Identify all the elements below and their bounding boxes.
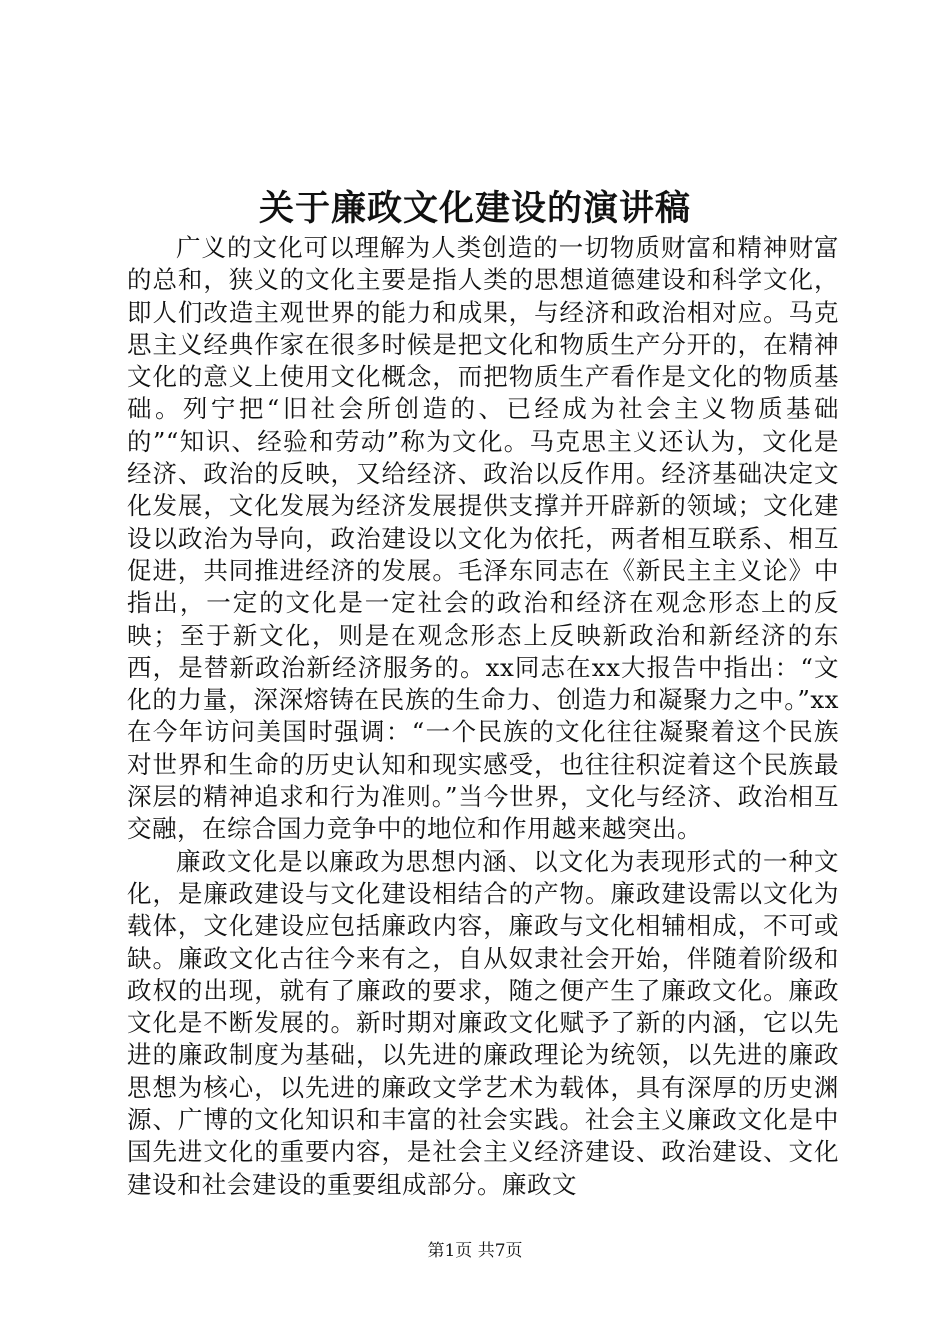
paragraph-1: 广义的文化可以理解为人类创造的一切物质财富和精神财富的总和，狭义的文化主要是指人类的思想道德建设和科学文化，即人们改造主观世界的能力和成果，与经济和政治相对应。马克思主义经典作家在很多时候是把文化和物质生产分开的，在精神文化的意义上使用文化概念，而把物质生产看作是文化的物质基础。列宁把“旧社会所创造的、已经成为社会主义物质基础的”“知识、经验和劳动”称为文化。马克思主义还认为，文化是经济、政治的反映，又给经济、政治以反作用。经济基础决定文化发展，文化发展为经济发展提供支撑并开辟新的领域；文化建设以政治为导向，政治建设以文化为依托，两者相互联系、相互促进，共同推进经济的发展。毛泽东同志在《新民主主义论》中指出，一定的文化是一定社会的政治和经济在观念形态上的反映；至于新文化，则是在观念形态上反映新政治和新经济的东西，是替新政治新经济服务的。xx同志在xx大报告中指出：“文化的力量，深深熔铸在民族的生命力、创造力和凝聚力之中。”xx在今年访问美国时强调：“一个民族的文化往往凝聚着这个民族对世界和生命的历史认知和现实感受，也往往积淀着这个民族最深层的精神追求和行为准则。”当今世界，文化与经济、政治相互交融，在综合国力竞争中的地位和作用越来越突出。 — [127, 233, 839, 844]
document-body — [127, 232, 839, 1201]
page-number-footer: 第1页 共7页 — [427, 1241, 523, 1261]
document-title: 关于廉政文化建设的演讲稿 — [258, 188, 691, 229]
paragraph-2: 廉政文化是以廉政为思想内涵、以文化为表现形式的一种文化，是廉政建设与文化建设相结合的产物。廉政建设需以文化为载体，文化建设应包括廉政内容，廉政与文化相辅相成，不可或缺。廉政文化古往今来有之，自从奴隶社会开始，伴随着阶级和政权的出现，就有了廉政的要求，随之便产生了廉政文化。廉政文化是不断发展的。新时期对廉政文化赋予了新的内涵，它以先进的廉政制度为基础，以先进的廉政理论为统领，以先进的廉政思想为核心，以先进的廉政文学艺术为载体，具有深厚的历史渊源、广博的文化知识和丰富的社会实践。社会主义廉政文化是中国先进文化的重要内容，是社会主义经济建设、政治建设、文化建设和社会建设的重要组成部分。廉政文 — [127, 846, 839, 1199]
